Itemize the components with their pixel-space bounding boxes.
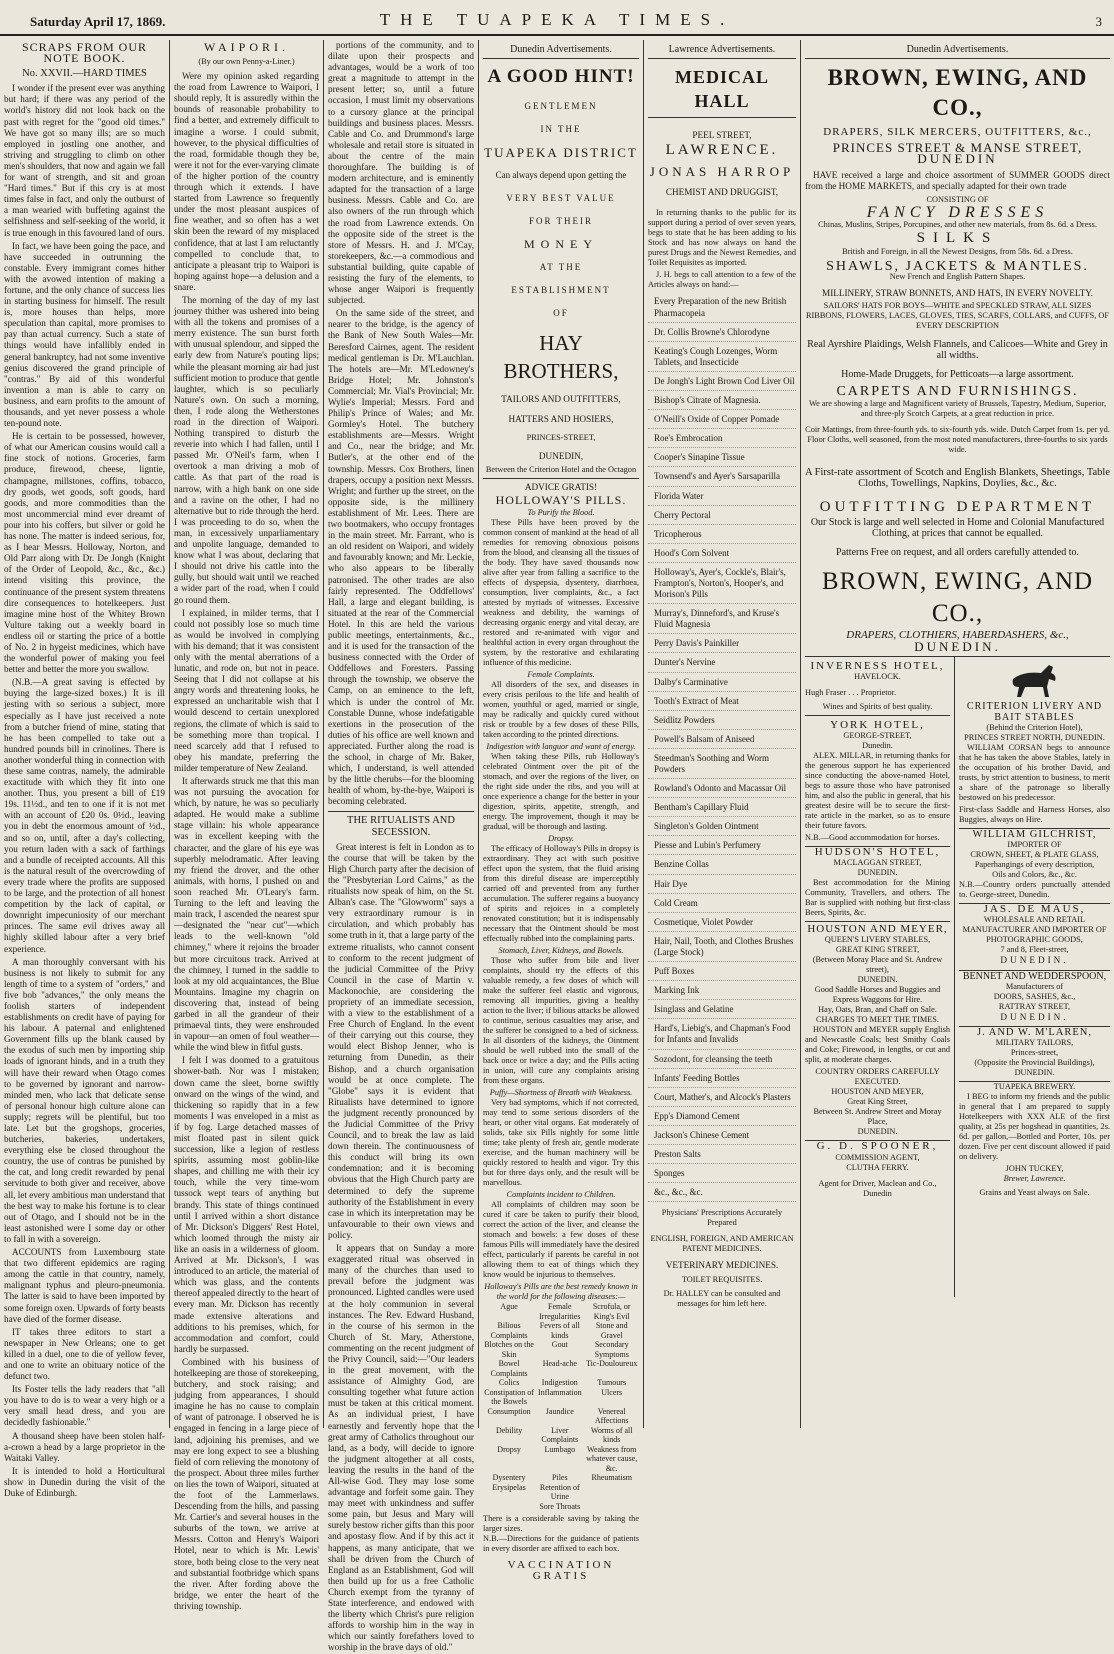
ad-line: Physicians' Prescriptions Accurately Prepared xyxy=(661,1208,783,1228)
note: N.B.—Directions for the guidance of patients in every disorder are affixed to each box. xyxy=(483,1534,639,1554)
paragraph: I BEG to inform my friends and the public in general that I am prepared to supply Hotelkeepers with XXX ALE of the first quality, at 25s per hogshead in quantities, 2s. 6d. per gallon,—Bottled and Porter, 10s. per dozen. Five per cent discount allowed if paid on delivery. xyxy=(959,1091,1110,1161)
ad-line: DRAPERS, SILK MERCERS, OUTFITTERS, &c., xyxy=(823,126,1092,139)
ad-line: GENTLEMEN xyxy=(524,101,598,112)
list-item: Epp's Diamond Cement xyxy=(648,1107,796,1126)
ad-line: CLUTHA FERRY. xyxy=(846,1162,909,1172)
list-item: Seidlitz Powders xyxy=(648,711,796,730)
ad-line: Brewer, Lawrence. xyxy=(1003,1173,1066,1183)
ad-title: MEDICAL HALL xyxy=(648,65,796,118)
ad-line: FANCY DRESSES xyxy=(866,203,1049,221)
list-item: Dunter's Nervine xyxy=(648,653,796,672)
ad-line: Real Ayrshire Plaidings, Welsh Flannels, and Calicoes—White and Grey in all widths. xyxy=(807,338,1108,362)
table-row: Consumption Jaundice Venereal Affections xyxy=(487,1406,629,1426)
ad-line: Patterns Free on request, and all orders carefully attended to. xyxy=(836,546,1079,558)
paragraph: J. H. begs to call attention to a few of the Articles always on hand:— xyxy=(648,270,796,290)
table-row: Dysentery Piles Rheumatism xyxy=(492,1473,632,1483)
paragraph: The morning of the day of my last journey thither was ushered into being with all the tokens and promises of a merry existence. The sun burst forth with unusual splendour, and sipped the early dew from Nature's pouting lips; while the pleasant morning air had just sufficient motion to produce that gentle laughter, which is so peculiarly Nature's own. On such a morning, then, I rode along the Wetherstones road in the direction of Waipori. Nothing transpired to disturb the reverie into which I had fallen, until I passed Mr. O'Neil's farm, when I overtook a man driving a mob of cattle. As that part of the road is narrow, with a high bank on one side and a ravine on the other, I had no alternative but to ride through the herd. I was proceeding to do so, when the man, in excessively unparliamentary and unpolite language, demanded to know what I was about, declaring that I should not drive his cattle into the gully, but should wait until we reached a wider part of the road, when I could go round them. xyxy=(174,294,320,605)
issue-date: Saturday April 17, 1869. xyxy=(30,14,166,29)
ad-heading: HUDSON'S HOTEL, xyxy=(814,846,941,859)
article-heading: SCRAPS FROM OUR NOTE BOOK. xyxy=(21,40,148,66)
list-item: Tricopherous xyxy=(648,525,796,544)
ad-line: N.B.—Good accommodation for horses. xyxy=(805,833,950,847)
ad-heading: J. AND W. M'LAREN, xyxy=(977,1026,1092,1038)
list-item: Tooth's Extract of Meat xyxy=(648,692,796,711)
ad-line: MILITARY TAILORS, xyxy=(995,1037,1074,1047)
article-heading: WAIPORI. xyxy=(204,40,289,54)
news-item: It is intended to hold a Horticultural show in Dunedin during the visit of the Duke of Edinburgh. xyxy=(4,1465,165,1498)
ad-heading: YORK HOTEL, xyxy=(830,719,925,732)
vaccination-notice: VACCINATION GRATIS xyxy=(507,1559,615,1583)
table-row: Debility Liver Complaints Worms of all kinds xyxy=(495,1425,633,1445)
ad-line: Chinas, Muslins, Stripes, Porcupines, and other new materials, from 8s. 6d. a Dress. xyxy=(818,219,1097,229)
ad-line: SILKS xyxy=(916,229,999,246)
ad-heading: G. D. SPOONER, xyxy=(816,1140,939,1153)
column-brown-ewing xyxy=(801,40,1114,1428)
ad-line: TOILET REQUISITES. xyxy=(681,1275,763,1285)
list-item: Cherry Pectoral xyxy=(648,506,796,525)
ad-line: Oils and Colors, &c., &c. xyxy=(992,870,1077,880)
ad-line: IMPORTER OF xyxy=(1007,840,1062,850)
table-row: Colics Indigestion Tumours xyxy=(498,1378,627,1388)
ad-line: Home-Made Druggets, for Petticoats—a large assortment. xyxy=(841,369,1074,381)
ad-heading: HOUSTON AND MEYER, xyxy=(807,923,948,936)
ad-line: First-class Saddle and Harness Horses, also Buggies, always on Hire. xyxy=(959,805,1110,829)
list-item: Every Preparation of the new British Pharmacopeia xyxy=(648,292,796,322)
firm-name: BROWN, EWING, AND CO., xyxy=(821,567,1094,627)
article-heading: THE RITUALISTS AND SECESSION. xyxy=(328,811,474,837)
ad-line: Good Saddle Horses and Buggies and Express Waggons for Hire. xyxy=(814,985,941,1005)
list-item: Marking Ink xyxy=(648,981,796,1000)
ad-line: 7 and 8, Fleet-street, xyxy=(1000,945,1069,955)
table-row: Constipation of the Bowels Inflammation Ulcers xyxy=(484,1387,623,1407)
ad-line: HOUSTON AND MEYER, xyxy=(831,1087,924,1097)
ad-line: JOHN TUCKEY, xyxy=(1005,1163,1064,1173)
list-item: Preston Salts xyxy=(648,1145,796,1164)
list-item: Cosmetique, Violet Powder xyxy=(648,913,796,932)
ad-line: OF xyxy=(553,308,569,319)
subheading: Stomach, Liver, Kidneys, and Bowels. xyxy=(498,946,624,956)
column-waipori xyxy=(170,40,323,1611)
article-byline: (By our own Penny-a-Liner.) xyxy=(198,57,295,67)
list-item: Jackson's Chinese Cement xyxy=(648,1126,796,1145)
ad-line: Agent for Driver, Maclean and Co., Dunedin xyxy=(818,1178,937,1198)
subheading: Indigestion with languor and want of energy. xyxy=(486,742,636,752)
news-item: Its Foster tells the lady readers that "all you have to do is to wear a very high or a very small head dress, and you are decidedly fashionable." xyxy=(4,1384,165,1428)
ad-heading: INVERNESS HOTEL, xyxy=(810,660,945,673)
ad-line: DUNEDIN xyxy=(917,151,998,167)
list-item: Steedman's Soothing and Worm Powders xyxy=(648,749,796,779)
list-item: Puff Boxes xyxy=(648,962,796,981)
small-ads-left xyxy=(805,657,955,1297)
ad-line: CROWN, SHEET, & PLATE GLASS, xyxy=(970,850,1099,860)
column-ritualists xyxy=(324,40,478,1653)
ad-line: Manufacturers of xyxy=(1005,981,1064,991)
paragraph: A man thoroughly conversant with his business is not likely to submit for any length of time to a system of "orders," and five bob "advances," the only means the foolish starters of independent establishments on credit have of paying for his labour. A paternal and enlightened Government fills up the blank caused by the exodus of such men by importing ship loads of ignorant hinds, and in a truth they will have their reward when Otago comes to be governed by ignorant and narrow-minded men, who lack that delicate sense of personal honour high culture alone can supply; regrets will be plentiful, but too late. Let but the grogshops, groceries, butcheries, bakeries, undertakers, everything else be closed throughout the country, the use of contras be punished by the cat, and long credit rewarded by penal servitude to both giver and receiver, above all, let every ambitious man understand that the best way to make his fortune is to clear out of Otago, and I should not be in the least astonished were I some day or other to fall in with a sovereign. xyxy=(4,956,165,1244)
table-row: Ague Female Irregularities Scrofula, or King's Evil xyxy=(500,1302,631,1321)
paragraph: In returning thanks to the public for its support during a period of over seven years, begs to state that he has been adding to his Stock and has now always on hand the purest Drugs and the Newest Remedies, and Toilet Requisites as imported. xyxy=(648,208,796,268)
section-header: Dunedin Advertisements. xyxy=(805,40,1110,59)
ad-line: British and Foreign, in all the Newest Designs, from 58s. 6d. a Dress. xyxy=(842,246,1073,256)
ad-heading: ADVICE GRATIS! xyxy=(524,482,598,493)
ad-line: DUNEDIN, xyxy=(538,451,584,462)
news-item: ACCOUNTS from Luxembourg state that two different epidemics are raging among the cattle in that country, namely, malignant typhus and pleuro-pneumonia. The latter is said to have been imported by some foreign oxen. Upwards of forty beasts have died of the former disease. xyxy=(4,1247,165,1324)
subheading: Complaints incident to Children. xyxy=(506,1190,616,1200)
paragraph: In fact, we have been going the pace, and have succeeded in outrunning the constable. Every immigrant comes hither with the avowed intention of making a fortune, and the only chance of success lies in starting business for himself. The result is, more houses than helps, more speculation than capital, more promises to pay than actual currency. Such a state of things would have infallibly ended in general bankruptcy, had not some inventive genius discovered the grand principle of "contras." By aid of this wonderful invention a man is able to carry on business, and earn profits to the amount of thousands, and yet never possess a whole ten-pound note. xyxy=(4,240,165,429)
ad-line: WHOLESALE AND RETAIL xyxy=(983,915,1086,925)
paragraph: Combined with his business of hotelkeeping are those of storekeeping, butchery, and stock raising; and judging from appearances, I should imagine he has no cause to complain of want of patronage. I observed he is engaged in fencing in a large piece of land, adjoining his premises, and we may ere long expect to see a blushing field of corn relieving the monotony of the prospect. About three miles further on lies the town of Waipori, situated at the foot of the Lammerlaws. Descending from the hills, and passing Mr. Cartier's and several houses in the suburbs of the town, we arrive at Messrs. Cotton and Henry's Waipori Hotel, near to which is Mr. Lewis' store, both being close to the very neat and substantial footbridge which spans the river. After fording above the bridge, we enter the heart of the thriving township. xyxy=(174,1356,319,1611)
products-list xyxy=(648,292,796,1202)
newspaper-title: THE TUAPEKA TIMES. xyxy=(379,10,735,29)
subheading: Female Complaints. xyxy=(527,670,595,680)
ad-line: Hugh Fraser . . . Proprietor. xyxy=(805,688,897,698)
paragraph: All disorders of the sex, and diseases in every crisis perilous to the life and health of women, youthful or aged, married or single, may be radically and quickly cured without risk or trouble by a few doses of these Pills, taken according to the printed directions. xyxy=(483,680,639,740)
small-ads-right xyxy=(959,657,1110,1297)
column-scraps xyxy=(0,40,169,1498)
paragraph: When taking these Pills, rub Holloway's celebrated Ointment over the pit of the stomach, and over the regions of the liver, on the right side under the ribs, and you will at once experience a change for the better in your digestion, spirits, appetite, strength, and energy. The improvement, though it may be gradual, will be thorough and lasting. xyxy=(483,752,639,832)
ad-line: ENGLISH, FOREIGN, AND AMERICAN PATENT MEDICINES. xyxy=(650,1234,794,1254)
ad-line: Between St. Andrew Street and Moray Place, xyxy=(813,1107,942,1127)
list-item: Bishop's Citrate of Magnesia. xyxy=(648,391,796,410)
paragraph: HOUSTON and MEYER supply English and Newcastle Coals; best Smithy Coals and Coke; Firewood, in lengths, or cut and split, at moderate charges. xyxy=(805,1025,950,1065)
ad-line: PEEL STREET, xyxy=(692,130,752,141)
subheading: To Purify the Blood. xyxy=(527,508,595,518)
ad-line: Hay, Oats, Bran, and Chaff on Sale. xyxy=(818,1005,937,1015)
ad-line: (Behind the Criterion Hotel), xyxy=(986,723,1083,733)
list-item: Townsend's and Ayer's Sarsaparilla xyxy=(648,467,796,486)
list-item: Roe's Embrocation xyxy=(648,429,796,448)
ad-line: TUAPEKA DISTRICT xyxy=(484,145,638,161)
paragraph: He is certain to be possessed, however, of what our American cousins would call a fine stock of notions. Groceries, farm produce, firewood, cheese, ligntie, champagne, millstones, coffins, tobacco, dry goods, wet goods, soft goods, hard goods, and more commodities than the most uncommercial mind ever dreamt of pour into his coffers, but silver or gold he has none. The matter is indeed serious, for, as I hear Messrs. Holloway, Norton, and Old Parr along with Dr. De Jongh (Knight of the Order of Leopold, &c., &c., &c.) intend visiting this province, the continuance of the present system threatens dire consequences to hotelkeepers. Just imagine mine host of the Whitey Brown Vulture taking out a weekly board in endless oil or starting the price of a bottle of No. 2 in hygeist medicines, which have the wonderful power of making you feel better and better the more you swallow. xyxy=(4,431,165,675)
list-item: Piesse and Lubin's Perfumery xyxy=(648,836,796,855)
ad-line: ESTABLISHMENT xyxy=(511,285,611,296)
ad-line: OUTFITTING DEPARTMENT xyxy=(819,498,1096,515)
ad-line: Dr. HALLEY can be consulted and messages for him left here. xyxy=(663,1289,781,1309)
list-item: Rowland's Odonto and Macassar Oil xyxy=(648,779,796,798)
ad-line: (Between Moray Place and St. Andrew street), xyxy=(812,955,943,975)
ad-line: DUNEDIN. xyxy=(959,1068,1110,1082)
ad-line: RIBBONS, FLOWERS, LACES, GLOVES, TIES, SCARFS, COLLARS, and CUFFS, OF EVERY DESCRIPTION xyxy=(806,310,1109,330)
diseases-table xyxy=(483,1302,639,1511)
ad-line: PRINCES STREET NORTH, DUNEDIN. xyxy=(964,733,1105,743)
table-row: Blotches on the Skin Gout Secondary Symptoms xyxy=(484,1340,629,1359)
ad-line: DUNEDIN. xyxy=(857,975,898,985)
ad-title: BROWN, EWING, AND CO., xyxy=(827,65,1088,121)
paragraph: These Pills have been proved by the common consent of mankind at the head of all remedies for removing obnoxious poisons from the blood, and cleansing all the tissues of the body. They have saved thousands now alive after year from falling a sacrifice to the effects of dyspepsia, dysentery, diarrhoea, consumption, liver complaints, &c., a fact attested by myriads of witnesses. Excessive weakness and debility, the warnings of decreasing organic energy and vital decay, are restored and re-animated with vigor and healthful action in every organ throughout the system, by the restorative and exhilarating influence of this medicine. xyxy=(483,518,639,668)
list-item: Infants' Feeding Bottles xyxy=(648,1069,796,1088)
paragraph: Were my opinion asked regarding the road from Lawrence to Waipori, I should reply, It is assuredly within the bounds of reasonable probability to find a better, and extremely difficult to imagine a worse. I could submit, however, to the physical difficulties of the road, formidable though they be, were it not for the ever-varying climate of the higher portion of the country through which it extends. I have started from Lawrence so frequently under the most pleasant auspices of fine weather, and so often has a wet skin been the reward of my misplaced confidence, that at last I am reluctantly compelled to conclude that, to anticipate a pleasant trip to Waipori is hoping against hope—a delusion and a snare. xyxy=(174,71,319,292)
firm-name: HAY BROTHERS, xyxy=(503,331,619,384)
ad-line: DUNEDIN. xyxy=(805,641,1110,657)
ad-line: GREAT KING STREET, xyxy=(835,945,920,955)
subheading: Puffy—Shortness of Breath with Weakness. xyxy=(489,1088,633,1098)
ad-line: Princes-street, xyxy=(1010,1047,1059,1057)
list-item: Hair, Nail, Tooth, and Clothes Brushes (Large Stock) xyxy=(648,932,796,962)
list-item: Dalby's Carminative xyxy=(648,673,796,692)
paragraph: ALEX. MILLAR, in returning thanks for the generous support he has experienced since conducting the above-named Hotel, begs to assure those who have patronised him, and also the public in general, that his greatest desire will be to secure the first-rate article in the market, so as to ensure their future favors. xyxy=(805,751,950,831)
ad-heading: BENNET AND WEDDERSPOON, xyxy=(962,970,1107,982)
paragraph: Very bad symptoms, which if not corrected, may tend to some serious disorders of the heart, or other vital organs. Eat moderately of solids, take six Pills nightly for some little time; take plenty of fresh air, gentle moderate exercise, and the human machinery will be quickly restored to health and vigor. Try this but for three days only, and the result will be marvellous. xyxy=(483,1098,639,1188)
section-header: Dunedin Advertisements. xyxy=(483,40,639,59)
ad-line: Dunedin. xyxy=(862,741,893,751)
ad-line: PRINCES-STREET, xyxy=(526,433,596,443)
news-item: IT takes three editors to start a newspaper in New Orleans; one to get killed in a duel, one to die of yellow fever, and one to write an obituary notice of the defunct two. xyxy=(4,1326,165,1382)
paragraph: I wonder if the present ever was anything but hard; if there was any period of the world's history did not look back on the past with regret for the "good old times." We have got so many ills; are so much employed in jostling one another, and striving and struggling to climb on other men's shoulders, that now and again we fall for want of strength, and sit and groan "Hard times." But if this cry is at most times false in fact, and only the outburst of a man wearied with buffeting against the selfishness and self-seeking of the world, it is true enough in this favoured land of ours. xyxy=(4,83,165,238)
ad-line: MANUFACTURER AND IMPORTER OF PHOTOGRAPHIC GOODS, xyxy=(962,925,1107,945)
section-header: Lawrence Advertisements. xyxy=(648,40,796,59)
ad-line: Grains and Yeast always on Sale. xyxy=(979,1187,1090,1197)
list-item: Florida Water xyxy=(648,487,796,506)
list-item: O'Neill's Oxide of Copper Pomade xyxy=(648,410,796,429)
list-item: Isinglass and Gelatine xyxy=(648,1000,796,1019)
paragraph: WILLIAM CORSAN begs to announce that he has taken the above Stables, lately in the occupation of his brother David, and trusts, by strict attention to business, to merit a share of the patronage so liberally bestowed on his predecessor. xyxy=(959,743,1110,803)
ad-line: QUEEN'S LIVERY STABLES, xyxy=(824,935,931,945)
table-row: Bilious Complaints Fevers of all kinds Stone and Gravel xyxy=(490,1321,628,1340)
ad-line: FOR THEIR xyxy=(528,216,594,227)
news-item: A thousand sheep have been stolen half-a-crown a head by a large proprietor in the Waitaki Valley. xyxy=(4,1430,165,1463)
horse-icon xyxy=(1003,659,1067,699)
list-item: Hair Dye xyxy=(648,875,796,894)
list-item: Cold Cream xyxy=(648,894,796,913)
column-lawrence-ads xyxy=(644,40,800,1428)
ad-line: PRINCES STREET & MANSE STREET, xyxy=(832,140,1083,156)
ad-line: SHAWLS, JACKETS & MANTLES. xyxy=(826,258,1089,274)
ad-line: AT THE xyxy=(539,262,583,273)
ad-line: Great King Street, xyxy=(847,1097,908,1107)
ad-heading: CRITERION LIVERY AND BAIT STABLES xyxy=(966,701,1103,724)
list-item: Sponges xyxy=(648,1164,796,1183)
ad-line: Our Stock is large and well selected in Home and Colonial Manufactured Clothing, at prices that cannot be equalled. xyxy=(810,516,1105,539)
ad-line: SAILORS' HATS FOR BOYS—WHITE and SPECKLED STRAW, ALL SIZES xyxy=(823,300,1092,310)
ad-line: Can always depend upon getting the xyxy=(495,170,627,181)
ad-heading: HOLLOWAY'S PILLS. xyxy=(495,493,627,508)
ad-line: We are showing a large and Magnificent variety of Brussels, Tapestry, Medium, Superior, and three-ply Scotch Carpets, at a great reduction in price. xyxy=(808,399,1107,419)
page-number: 3 xyxy=(1095,14,1102,29)
ad-line: COMMISSION AGENT, xyxy=(835,1152,920,1162)
list-item: Hood's Corn Solvent xyxy=(648,544,796,563)
paragraph: I explained, in milder terms, that I could not possibly lose so much time as would be involved in complying with his demand; that it was consistent only with the mental aberrations of a lunatic, and rode on, but not in peace. Seeing that I did not collapse at his angry words and threatening looks, he expressed an uncharitable wish that I would descend to certain unexplored regions, the climate of which is said to be something more than tropical. I need scarcely add that I refused to obey his mandate, preferring the milder temperature of New Zealand. xyxy=(174,607,319,773)
paragraph: HAVE received a large and choice assortment of SUMMER GOODS direct from the HOME MARKETS, and specially adapted for their own trade xyxy=(805,170,1110,192)
paragraph: All complaints of children may soon be cured if care be taken to purify their blood, correct the action of the liver, and cleanse the stomach and bowels: a few doses of these famous Pills will immediately have the desired effect, particularly if parents be careful in not allowing them to eat of things which they know would be injurious to themselves. xyxy=(483,1200,639,1280)
ad-line: VETERINARY MEDICINES. xyxy=(665,1260,779,1271)
ad-line: New French and English Pattern Shapes. xyxy=(889,271,1026,281)
ad-line: MACLAGGAN STREET, xyxy=(833,858,922,868)
ad-line: CONSISTING OF xyxy=(926,194,989,204)
ad-line: DRAPERS, CLOTHIERS, HABERDASHERS, &c., xyxy=(846,628,1069,641)
list-item: Powell's Balsam of Aniseed xyxy=(648,730,796,749)
ad-title: A GOOD HINT! xyxy=(487,66,635,88)
paragraph: Best accommodation for the Mining Community, Travellers, and others. The Bar is supplied with nothing but first-class Beers, Spirits, &c. xyxy=(805,878,950,922)
list-item: Cooper's Sinapine Tissue xyxy=(648,448,796,467)
paragraph: I felt I was doomed to a gratuitous shower-bath. Nor was I mistaken; down came the sleet, borne swiftly onward on the wings of the wind, and thickening so rapidly that in a few moments I was enveloped in a mist as if by fog. Large detached masses of mist floated past in silent quick succession, like a legion of restless spirits, assuming most goblin-like shapes, and chilling me with their icy touch, while the very time-worn tussock wept tears of anything but brandy. This state of things continued until I arrived within a short distance of Mr. Dickson's Diggers' Rest Hotel, which loomed through the misty air like an oasis in a wilderness of gloom. Arrived at Mr. Dickson's, I was introduced to an article, the material of which was glass, and the contents thereof appealed directly to the heart of every man. Mr. Dickson has recently made extensive alterations and additions to his premises, which, for accommodation and comfort, could hardly be surpassed. xyxy=(174,1055,319,1354)
table-row: Dropsy Lumbago Weakness from whatever cause, &c. xyxy=(497,1444,638,1473)
ad-line: IN THE xyxy=(540,124,582,135)
ad-line: CHARGES TO MEET THE TIMES. xyxy=(815,1015,939,1025)
list-item: Murray's, Dinneford's, and Kruse's Fluid Magnesia xyxy=(648,604,796,634)
ad-heading: TUAPEKA BREWERY. xyxy=(993,1081,1076,1091)
paragraph: (N.B.—A great saving is effected by buying the large-sized boxes.) It is ill jesting with so serious a subject, more especially as I have just received a note from a butcher friend of mine, stating that he has been compelled to take out a hundred pounds bill in crinolines. There is another wonderful thing in connection with these same contras, namely, the admirable exactitude with which they fit into one another. Thus, you present a bill of £19 19s. 11½d., and ten to one if it is not met with an account of £20 0s. 0½d., leaving you in debt the enormous amount of ½d., and so on, until, after a day's collecting, you return laden with a sack of farthings and a bundle of receipted accounts. All this is the natural result of the overcrowding of every trade where the profits are supposed to be large, and the protection of all honest competition by the lack of capital, or downright impecuniosity of our merchant princes. The same evil drives away all highly skilled labour after a very brief experience. xyxy=(4,677,165,954)
table-row: Erysipelas Retention of Urine xyxy=(492,1482,580,1502)
list-item: Dr. Collis Browne's Chlorodyne xyxy=(648,323,796,342)
note: There is a considerable saving by taking the larger sizes. xyxy=(483,1514,639,1534)
paragraph: The efficacy of Holloway's Pills in dropsy is extraordinary. They act with such positive effect upon the system, that the fluid arising from this direful disease are imperceptibly carried off and prevented from any further accumulation. The sufferer regains a buoyancy of spirits and rejoices in a completely renovated constitution; but it is indispensably necessary that the Ointment should be most effectually rubbed into the complaining parts. xyxy=(483,844,639,944)
list-item: &c., &c., &c. xyxy=(648,1183,796,1202)
paragraph: It appears that on Sunday a more exaggerated ritual was observed in many of the churches than used to prevail before the judgment was pronounced. Lighted candles were used at the holy communion in several instances. The Rev. Edward Husband, in the course of his sermon in the Church of St. Mary, Atherstone, commenting on the recent judgment of the Privy Council, said:—"Our leaders in the great movement, with the assistance of Almighty God, are consulting together what future action must be taken at this critical moment. As an individual priest, I have earnestly and fervently hope that the great army of Catholics throughout our land, as a body, will decide to ignore the judgment altogether at all costs, leaving the results in the hand of the All-wise God. They may lose some advantage and forfeit some gain. They may meet with unkindness and suffer some pain, but Jesus and Mary will surely bestow richer gifts than this poor and apostasy flow. And if by this act it happens, as many anticipate, that we shall be driven from the Church of England as an Establishment, God will then build up for us a free Catholic Church exempt from the tyranny of State interference, and endowed with the liberty which Christ's pure religion affords to worship him in the way in which our saintly forefathers loved to worship in the brave days of old." xyxy=(328,1243,474,1653)
list-item: Bentham's Capillary Fluid xyxy=(648,798,796,817)
paragraph: It afterwards struck me that this man was not pursuing the avocation for which, by nature, he was so peculiarly adapted. He would make a sublime stage villain: his whole appearance was in excellent keeping with the character, and the glare of his eye was superbly melodramatic. After leaving my friend the drover, and the other animals, with horns, I pushed on and soon reached Mr. O'Leary's farm. Turning to the left and leaving the main track, I ascended the nearest spur—designated the "near cut"—which leads to the well-known "old chimney," where it rejoins the broader but more circuitous track. Arrived at the chimney, I turned in the saddle to look at my old acquaintances, the Blue Mountains. Imagine my chagrin on discovering that, instead of being garbed in all the grandeur of their primaeval tints, they were enshrouded in vapour—an omen of foul weather—while the wind blew in fitful gusts. xyxy=(174,776,319,1053)
paragraph: Those who suffer from bile and liver complaints, should try the effects of this valuable remedy, a few doses of which will make the sufferer feel elastic and vigorous, removing all impurities, giving a healthy action to the liver; if bilious attacks be allowed to continue, serious casualties may arise, and the sufferer be consigned to a bed of sickness. In all disorders of the kidneys, the Ointment should be well rubbed into the small of the back once or twice a day; and the Pills acting in union, will cure any complaints arising from these organs. xyxy=(483,956,639,1086)
paragraph: portions of the community, and to dilate upon their prospects and advantages, would be a work of too great a magnitude to attempt in the present letter; so, until a future occasion, I must limit my observations to a cursory glance at the principal buildings and business places. Messrs. Cable and Co. and Drummond's large wholesale and retail store is situated in about the centre of the main thoroughfare. The building is of modern architecture, and is eminently adapted for the transaction of a large business. Messrs. Cable and Co. are also owners of the run through which the road from Lawrence extends. On the opposite side of the street is the store of Messrs. H. and J. M'Cay, storekeepers, &c.—a commodious and substantial building, quite capable of resisting the fury of the elements, to whose anger Waipori is frequently subjected. xyxy=(328,40,474,306)
ad-line: (Opposite the Provincial Buildings), xyxy=(974,1057,1095,1067)
ad-line: Wines and Spirits of best quality. xyxy=(805,702,950,716)
list-item: Sozodont, for cleansing the teeth xyxy=(648,1050,796,1069)
ad-line: COUNTRY ORDERS CAREFULLY EXECUTED. xyxy=(815,1067,940,1087)
masthead xyxy=(0,0,1114,36)
paragraph: On the same side of the street, and nearer to the bridge, is the agency of the Bank of New South Wales—Mr. Beresford Cairnes, agent. The resident medical gentleman is Dr. M'Lauchlan. The hotels are—Mr. M'Ledowney's Bridge Hotel; Mr. Johnston's Commercial; Mr. Vial's Provincial; Mr. Wylie's Imperial; Messrs. Ford and Philip's Prince of Wales; and Mr. Gormley's Hotel. The butchery establishments are—Messrs. Wright and Co., near the bridge; and Mr. Butler's, at the other end of the township. Messrs. Cox Brothers, linen drapers, occupy a position next Messrs. Wright; and further up the street, on the opposite side, is the millinery establishment of Mr. Lees. There are two bootmakers, who occupy frontages in the main street. Mr. Farrant, who is an old resident on Waipori, and widely and favourably known; and Mr. Leckie, who also appears to be liberally patronised. The other trades are also fairly represented. The Oddfellows' Hall, a large and elegant building, is situated at the rear of the Commercial Hotel. In this are held the various public meetings, entertainments, &c., and it is used for the transaction of the business connected with the Order of Oddfellows and Foresters. Passing through the township, we observe the Camp, on an eminence to the left, which is under the control of Mr. Constable Dunne, whose indefatigable exertions in the prosecution of the duties of his office are well known and appreciated. Further along the road is the school, in charge of Mr. Baker, which, I understand, is well attended by the little cherubs—for the blooming health of whom, by-the-bye, Waipori is becoming celebrated. xyxy=(328,308,474,807)
list-item: Hard's, Liebig's, and Chapman's Food for Infants and Invalids xyxy=(648,1019,796,1049)
ad-line: CHEMIST AND DRUGGIST, xyxy=(665,187,779,198)
ad-line: RATTRAY STREET, xyxy=(998,1001,1071,1011)
ad-line: Paperhangings of every description, xyxy=(974,860,1095,870)
ad-line: CARPETS AND FURNISHINGS. xyxy=(836,384,1079,400)
ad-line: LAWRENCE. xyxy=(665,142,779,159)
list-item: Court, Mather's, and Alcock's Plasters xyxy=(648,1088,796,1107)
article-subheading: No. XXVII.—HARD TIMES xyxy=(22,68,147,80)
ad-heading: WILLIAM GILCHRIST, xyxy=(972,829,1097,841)
list-item: Singleton's Golden Ointment xyxy=(648,817,796,836)
ad-line: N.B.—Country orders punctually attended to. George-street, Dunedin. xyxy=(959,880,1110,904)
ad-line: GEORGE-STREET, xyxy=(843,731,912,741)
list-item: Perry Davis's Painkiller xyxy=(648,634,796,653)
ad-line: DUNEDIN. xyxy=(959,955,1110,970)
subheading: Dropsy. xyxy=(548,834,574,844)
list-item: De Jongh's Light Brown Cod Liver Oil xyxy=(648,372,796,391)
ad-line: DUNEDIN. xyxy=(959,1012,1110,1027)
table-row: Bowel Complaints Head-ache Tic-Douloureux xyxy=(490,1359,638,1378)
paragraph: Great interest is felt in London as to the course that will be taken by the High Church party after the decision of the "Presbyterian Lord Cairns," as the ritualists now speak of him, on the St. Alban's case. The "Glowworm" says a very extraordinary rumour is in circulation, and which probably has some truth in it, that a large party of the extreme ritualists, who cannot consent to conform to the recent judgment of the judicial Committee of the Privy Council in the case of Martin v. Mackonochie, are considering the propriety of an immediate secession, with a view to the establishment of a Free Church of England. In the event of their carrying out this course, they would elect Bishop Jenner, who is returning from Dunedin, as their Bishop, and a church organisation would be at once complete. The "Globe" says it is evident that Ritualists have determined to ignore the judgment recently pronounced by the Judicial Committee of the Privy Council, and to break the law as laid down therein. The continuousness of this conduct will bring its own condemnation; and it is becoming obvious that the High Church party are determined to defy the supreme authority of the Establishment in every case in which its interpretation may be unfavourable to their own views and policy. xyxy=(328,841,474,1240)
ad-line: HAVELOCK. xyxy=(854,672,901,682)
ad-line: A First-rate assortment of Scotch and English Blankets, Sheetings, Table Cloths, Towellings, Napkins, Doylies, &c., &c. xyxy=(805,467,1110,490)
ad-line: MILLINERY, STRAW BONNETS, AND HATS, IN EVERY NOVELTY. xyxy=(822,287,1093,298)
ad-line: VERY BEST VALUE xyxy=(506,193,616,204)
column-dunedin-ads xyxy=(479,40,643,1583)
ad-heading: JAS. DE MAUS, xyxy=(983,903,1086,916)
ad-line: DOORS, SASHES, &c., xyxy=(993,991,1076,1001)
ad-line: DUNEDIN. xyxy=(805,1127,950,1141)
small-ads-grid xyxy=(805,657,1110,1297)
chemist-name: JONAS HARROP xyxy=(649,164,795,180)
list-item: Keating's Cough Lozenges, Worm Tablets, and Insecticide xyxy=(648,342,796,372)
ad-line: Between the Criterion Hotel and the Octagon xyxy=(483,465,639,479)
ad-line: HATTERS AND HOSIERS, xyxy=(508,414,614,425)
ad-line: MONEY xyxy=(524,237,598,252)
ad-line: DUNEDIN. xyxy=(857,868,898,878)
list-item: Benzine Collas xyxy=(648,855,796,874)
table-row: Sore Throats xyxy=(539,1501,581,1511)
list-item: Holloway's, Ayer's, Cockle's, Blair's, Frampton's, Norton's, Hooper's, and Morison's Pills xyxy=(648,563,796,604)
ad-line: TAILORS AND OUTFITTERS, xyxy=(501,394,621,405)
subheading: Holloway's Pills are the best remedy known in the world for the following diseases:— xyxy=(484,1282,638,1302)
ad-line: Coir Mattings, from three-fourth yds. to six-fourth yds. wide. Dutch Carpet from 1s. per yd. Floor Cloths, well seasoned, from the most noted manufacturers, three-fourths to six yards wide. xyxy=(805,425,1110,455)
